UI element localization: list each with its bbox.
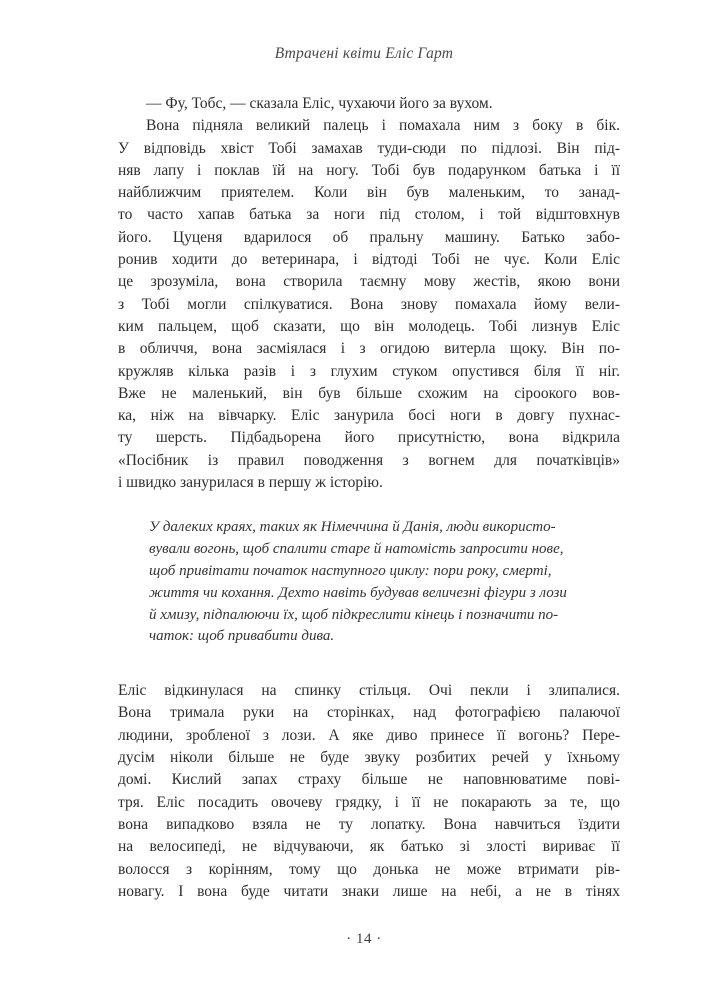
paragraph xyxy=(118,115,620,494)
text-line: волосся з корінням, тому що донька не може втримати рів- xyxy=(118,860,620,878)
text-line: ким пальцем, щоб сказати, що він молодець. Тобі лизнув Еліс xyxy=(118,317,620,335)
running-header: Втрачені квіти Еліс Гарт xyxy=(274,45,454,62)
text-line: дусім ніколи більше не буде звуку розбитих речей у їхньому xyxy=(118,749,620,767)
text-line: Вже не маленький, він був більше схожим на сіроокого вов- xyxy=(118,384,620,402)
text-column xyxy=(118,93,620,903)
block-quote xyxy=(118,517,620,648)
text-line: ту шерсть. Підбадьорена його присутністю, вона відкрила xyxy=(118,429,620,447)
text-line: домі. Кислий запах страху більше не наповнюватиме пові- xyxy=(118,771,620,789)
text-line: «Посібник із правил поводження з вогнем для початківців» xyxy=(118,451,620,469)
text-line: і швидко занурилася в першу ж історію. xyxy=(118,474,383,492)
text-line: це зрозуміла, вона створила таємну мову жестів, якою вони xyxy=(118,273,620,291)
text-line: Вона тримала руки на сторінках, над фотографією палаючої xyxy=(118,704,620,722)
text-line: Вона підняла великий палець і помахала ним з боку в бік. xyxy=(146,117,620,135)
text-line: — Фу, Тобс, — сказала Еліс, чухаючи його за вухом. xyxy=(146,95,493,112)
text-line: кружляв кілька разів і з глухим стуком опустився біля її ніг. xyxy=(118,362,620,380)
text-line: тря. Еліс посадить овочеву грядку, і її не покарають за те, що xyxy=(118,793,620,811)
text-line: новагу. І вона буде читати знаки лише на небі, а не в тінях xyxy=(118,882,620,900)
text-line: У далеких краях, таких як Німеччина й Данія, люди використо- xyxy=(149,519,556,536)
text-line: найближчим приятелем. Коли він був маленьким, то занад- xyxy=(118,184,620,202)
text-line: няв лапу і поклав їй на ногу. Тобі був подарунком батька і її xyxy=(118,161,620,179)
text-line: його. Цуценя вдарилося об пральну машину. Батько забо- xyxy=(118,228,620,246)
text-line: з Тобі могли спілкуватися. Вона знову помахала йому вели- xyxy=(118,295,620,313)
text-line: життя чи кохання. Дехто навіть будував величезні фігури з лози xyxy=(149,584,567,601)
text-line: вували вогонь, щоб спалити старе й натомість запросити нове, xyxy=(149,541,564,558)
text-line: людини, зробленої з лози. А яке диво принесе її вогонь? Пере- xyxy=(118,726,620,744)
paragraph xyxy=(118,680,620,903)
text-line: щоб привітати початок наступного циклу: пори року, смерті, xyxy=(149,562,552,579)
paragraph xyxy=(118,93,620,115)
page-number: · 14 · xyxy=(346,931,382,947)
text-line: вона випадково взяла не ту лопатку. Вона навчиться їздити xyxy=(118,815,620,833)
text-line: в обличчя, вона засміялася і з огидою витерла щоку. Він по- xyxy=(118,340,620,358)
text-line: то часто хапав батька за ноги під столом, і той відштовхнув xyxy=(118,206,620,224)
text-line: Еліс відкинулася на спинку стільця. Очі пекли і злипалися. xyxy=(118,682,620,700)
text-line: й хмизу, підпалюючи їх, щоб підкреслити кінець і позначити по- xyxy=(149,606,559,623)
text-line: чаток: щоб привабити дива. xyxy=(149,628,335,645)
text-line: на велосипеді, не відчуваючи, як батько зі злості вириває її xyxy=(118,838,620,856)
text-line: ронив ходити до ветеринара, і відтоді Тобі не чує. Коли Еліс xyxy=(118,251,620,269)
text-line: У відповідь хвіст Тобі замахав туди-сюди по підлозі. Він під- xyxy=(118,139,620,157)
text-line: ка, ніж на вівчарку. Еліс занурила босі ноги в довгу пухнас- xyxy=(118,407,620,425)
